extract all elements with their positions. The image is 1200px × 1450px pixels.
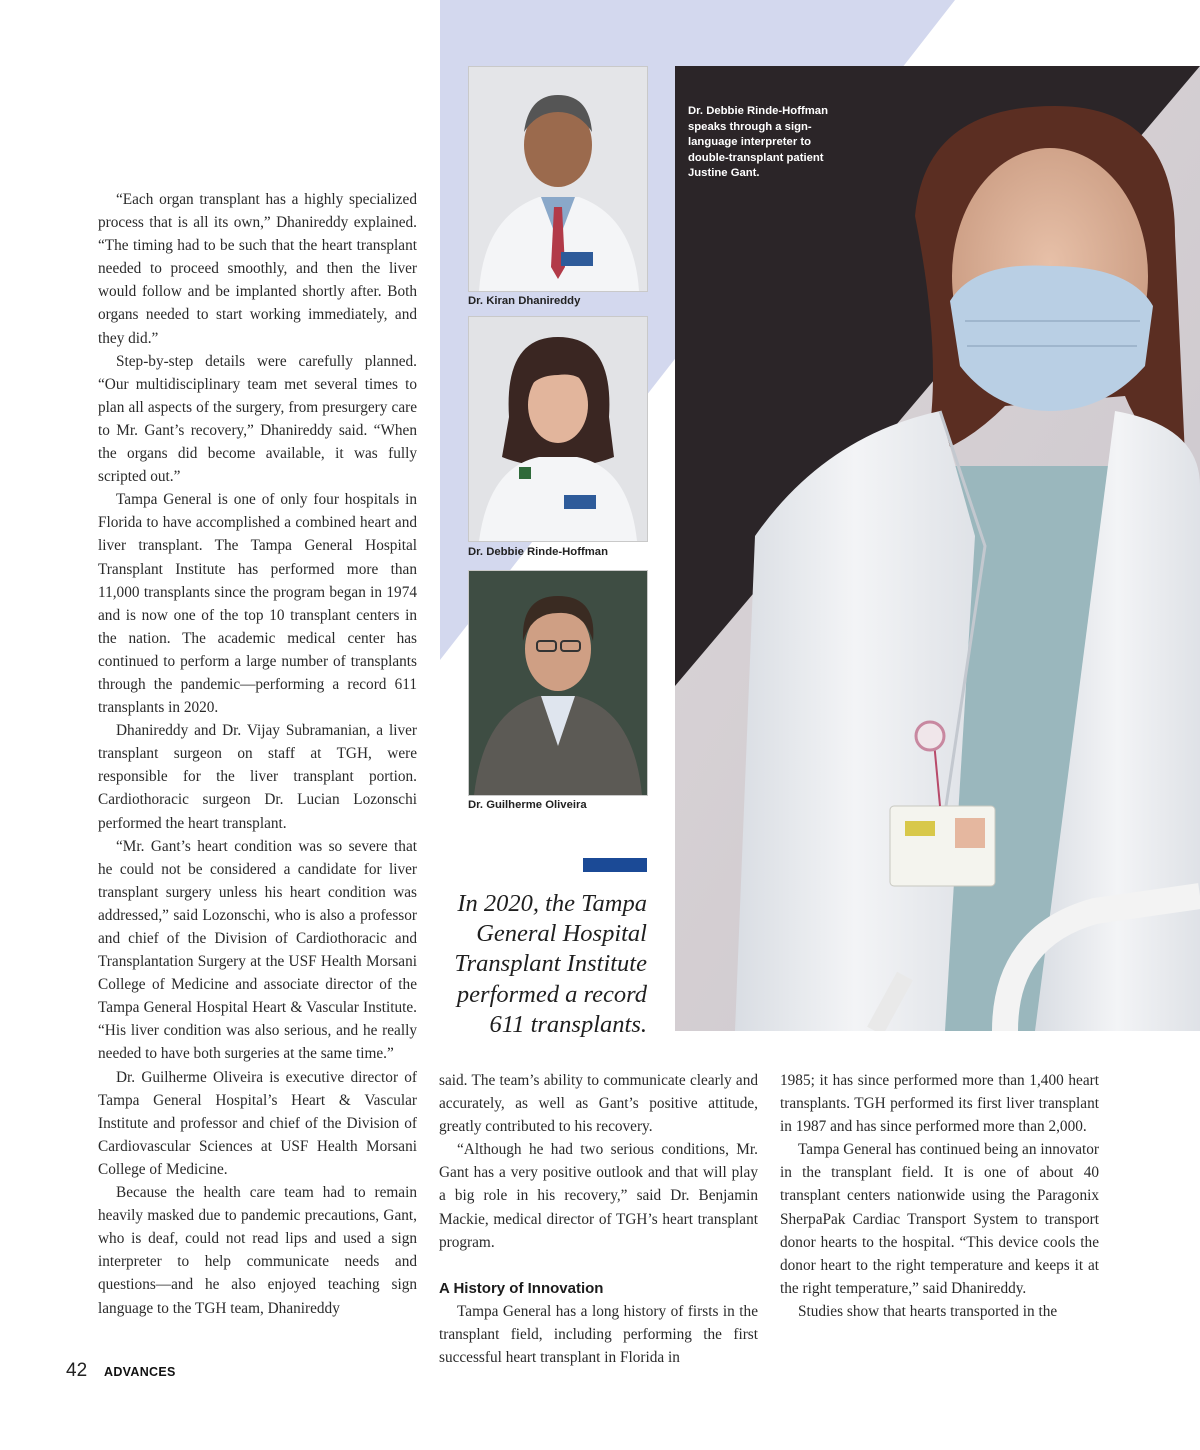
pull-quote-accent-bar bbox=[583, 858, 647, 872]
paragraph: “Each organ transplant has a highly specialized process that is all its own,” Dhanireddy explained. “The timing had to be such that the heart transplant needed to proceed smoothly, and then the liver would follow and be implanted shortly after. Both organs needed to start working immediately, and they did.” bbox=[98, 191, 417, 347]
section-heading: A History of Innovation bbox=[439, 1279, 604, 1297]
paragraph: said. The team’s ability to communicate clearly and accurately, as well as Gant’s positive attitude, greatly contributed to his recovery. bbox=[439, 1072, 758, 1136]
portrait-caption-3: Dr. Guilherme Oliveira bbox=[468, 799, 587, 811]
pull-quote: In 2020, the Tampa General Hospital Transplant Institute performed a record 611 transplants. bbox=[454, 890, 647, 1038]
article-column-3 bbox=[780, 1069, 1099, 1323]
portrait-kiran-dhanireddy bbox=[468, 66, 648, 292]
portrait-caption-1: Dr. Kiran Dhanireddy bbox=[468, 295, 581, 307]
paragraph: Studies show that hearts transported in the bbox=[798, 1302, 1058, 1320]
paragraph: Tampa General has continued being an innovator in the transplant field. It is one of about 40 transplant centers nationwide using the Paragonix SherpaPak Cardiac Transport System to transport donor hearts to the hospital. “This device cools the donor heart to the right temperature and keeps it at the right temperature,” said Dhanireddy. bbox=[780, 1141, 1099, 1297]
page-number: 42 bbox=[66, 1360, 88, 1381]
publication-name: ADVANCES bbox=[104, 1365, 176, 1379]
portrait-caption-2: Dr. Debbie Rinde-Hoffman bbox=[468, 546, 608, 558]
paragraph: “Mr. Gant’s heart condition was so severe that he could not be considered a candidate for liver transplant surgery unless his heart condition was addressed,” said Lozonschi, who is also a professor and chief of the Division of Cardiothoracic and Transplantation Surgery at the USF Health Morsani College of Medicine and associate director of the Tampa General Hospital Heart & Vascular Institute. “His liver condition was also serious, and he really needed to have both surgeries at the same time.” bbox=[98, 837, 417, 1063]
article-column-2 bbox=[439, 1069, 758, 1369]
paragraph: Because the health care team had to remain heavily masked due to pandemic precautions, Gant, who is deaf, could not read lips and used a sign interpreter to help communicate needs and questions—and he also enjoyed teaching sign language to the TGH team, Dhanireddy bbox=[98, 1184, 417, 1317]
paragraph: Dr. Guilherme Oliveira is executive director of Tampa General Hospital’s Heart & Vascular Institute and professor and chief of the Division of Cardiovascular Sciences at USF Health Morsani College of Medicine. bbox=[98, 1068, 417, 1178]
main-photo-caption: Dr. Debbie Rinde-Hoffman speaks through a sign-language interpreter to double-transplant patient Justine Gant. bbox=[688, 105, 828, 180]
main-photo-nurse bbox=[675, 66, 1200, 1031]
portrait-debbie-rinde-hoffman bbox=[468, 316, 648, 542]
paragraph: Step-by-step details were carefully planned. “Our multidisciplinary team met several times to plan all aspects of the surgery, from presurgery care to Mr. Gant’s recovery,” Dhanireddy said. “When the organs did become available, it was fully scripted out.” bbox=[98, 352, 417, 486]
paragraph: “Although he had two serious conditions, Mr. Gant has a very positive outlook and that will play a big role in his recovery,” said Dr. Benjamin Mackie, medical director of TGH’s heart transplant program. bbox=[439, 1141, 758, 1251]
paragraph: Dhanireddy and Dr. Vijay Subramanian, a liver transplant surgeon on staff at TGH, were responsible for the liver transplant portion. Cardiothoracic surgeon Dr. Lucian Lozonschi performed the heart transplant. bbox=[98, 722, 417, 832]
paragraph: Tampa General has a long history of firsts in the transplant field, including performing the first successful heart transplant in Florida in bbox=[439, 1302, 758, 1366]
paragraph: Tampa General is one of only four hospitals in Florida to have accomplished a combined heart and liver transplant. The Tampa General Hospital Transplant Institute has performed more than 11,000 transplants since the program began in 1974 and is now one of the top 10 transplant centers in the nation. The academic medical center has continued to perform a large number of transplants through the pandemic—performing a record 611 transplants in 2020. bbox=[98, 491, 417, 717]
portrait-guilherme-oliveira bbox=[468, 570, 648, 796]
paragraph: 1985; it has since performed more than 1,400 heart transplants. TGH performed its first liver transplant in 1987 and has since performed more than 2,000. bbox=[780, 1072, 1099, 1136]
article-column-1 bbox=[98, 188, 417, 1320]
